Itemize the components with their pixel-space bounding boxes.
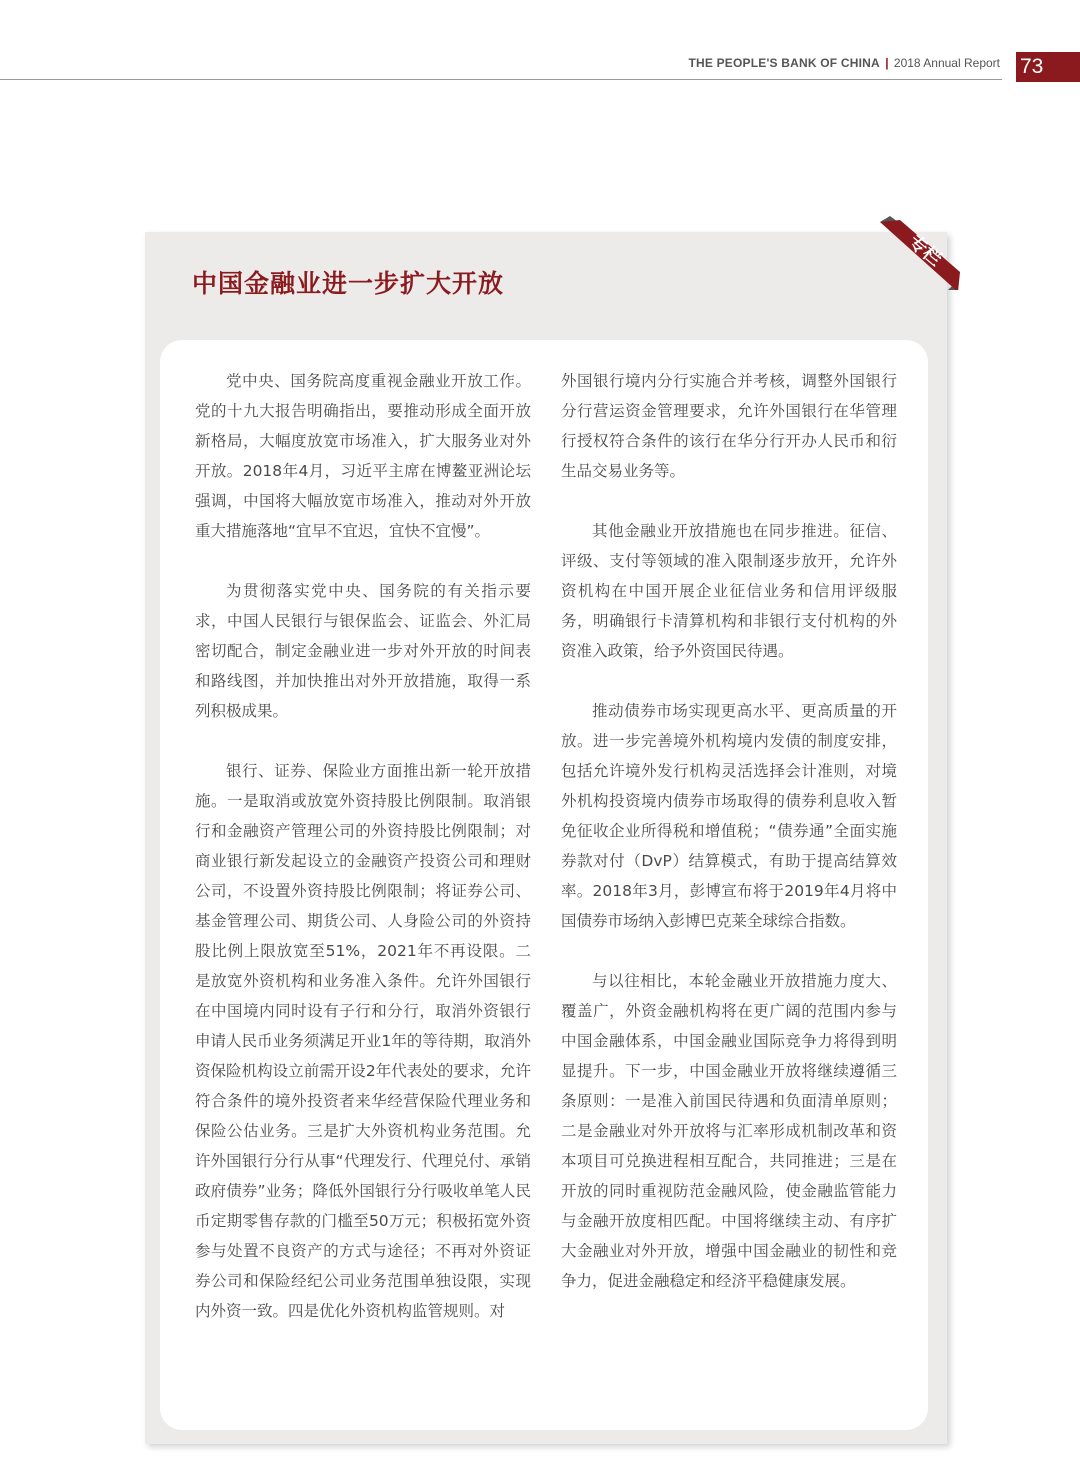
right-column xyxy=(561,366,897,1326)
paragraph-implementation: 为贯彻落实党中央、国务院的有关指示要求，中国人民银行与银保监会、证监会、外汇局密切配合，制定金融业进一步对外开放的时间表和路线图，并加快推出对外开放措施，取得一系列积极成果。 xyxy=(195,582,531,720)
header-rule xyxy=(0,79,1002,80)
page-number: 73 xyxy=(1020,55,1044,78)
paragraph-bond-market: 推动债券市场实现更高水平、更高质量的开放。进一步完善境外机构境内发债的制度安排，包括允许境外发行机构灵活选择会计准则，对境外机构投资境内债券市场取得的债券利息收入暂免征收企业所得税和增值税；“债券通”全面实施券款对付（DvP）结算模式，有助于提高结算效率。2018年3月，彭博宣布将于2019年4月将中国债券市场纳入彭博巴克莱全球综合指数。 xyxy=(561,702,897,930)
paragraph-other-measures: 其他金融业开放措施也在同步推进。征信、评级、支付等领域的准入限制逐步放开，允许外资机构在中国开展企业征信业务和信用评级服务，明确银行卡清算机构和非银行支付机构的外资准入政策，给予外资国民待遇。 xyxy=(561,522,897,660)
left-column xyxy=(195,366,531,1356)
column-ribbon-tag xyxy=(878,216,974,290)
paragraph-outlook: 与以往相比，本轮金融业开放措施力度大、覆盖广，外资金融机构将在更广阔的范围内参与中国金融体系，中国金融业国际竞争力将得到明显提升。下一步，中国金融业开放将继续遵循三条原则：一是准入前国民待遇和负面清单原则；二是金融业对外开放将与汇率形成机制改革和资本项目可兑换进程相互配合，共同推进；三是在开放的同时重视防范金融风险，使金融监管能力与金融开放度相匹配。中国将继续主动、有序扩大金融业对外开放，增强中国金融业的韧性和竞争力，促进金融稳定和经济平稳健康发展。 xyxy=(561,972,897,1290)
header-bank-name: THE PEOPLE'S BANK OF CHINA xyxy=(688,56,880,70)
article-title: 中国金融业进一步扩大开放 xyxy=(192,269,505,298)
header-separator: | xyxy=(885,56,889,70)
paragraph-intro: 党中央、国务院高度重视金融业开放工作。党的十九大报告明确指出，要推动形成全面开放新格局，大幅度放宽市场准入，扩大服务业对外开放。2018年4月，习近平主席在博鳌亚洲论坛强调，中国将大幅放宽市场准入，推动对外开放重大措施落地“宜早不宜迟，宜快不宜慢”。 xyxy=(195,372,531,540)
header-report-name: 2018 Annual Report xyxy=(893,56,1000,70)
paragraph-continuation: 外国银行境内分行实施合并考核，调整外国银行分行营运资金管理要求，允许外国银行在华管理行授权符合条件的该行在华分行开办人民币和衍生品交易业务等。 xyxy=(561,372,897,480)
ribbon-label: 专栏 xyxy=(904,231,946,271)
paragraph-banking-securities-insurance: 银行、证券、保险业方面推出新一轮开放措施。一是取消或放宽外资持股比例限制。取消银行和金融资产管理公司的外资持股比例限制；对商业银行新发起设立的金融资产投资公司和理财公司，不设置外资持股比例限制；将证券公司、基金管理公司、期货公司、人身险公司的外资持股比例上限放宽至51%，2021年不再设限。二是放宽外资机构和业务准入条件。允许外国银行在中国境内同时设有子行和分行，取消外资银行申请人民币业务须满足开业1年的等待期，取消外资保险机构设立前需开设2年代表处的要求，允许符合条件的境外投资者来华经营保险代理业务和保险公估业务。三是扩大外资机构业务范围。允许外国银行分行从事“代理发行、代理兑付、承销政府债券”业务；降低外国银行分行吸收单笔人民币定期零售存款的门槛至50万元；积极拓宽外资参与处置不良资产的方式与途径；不再对外资证券公司和保险经纪公司业务范围单独设限，实现内外资一致。四是优化外资机构监管规则。对 xyxy=(195,762,531,1320)
running-header xyxy=(688,56,1000,70)
